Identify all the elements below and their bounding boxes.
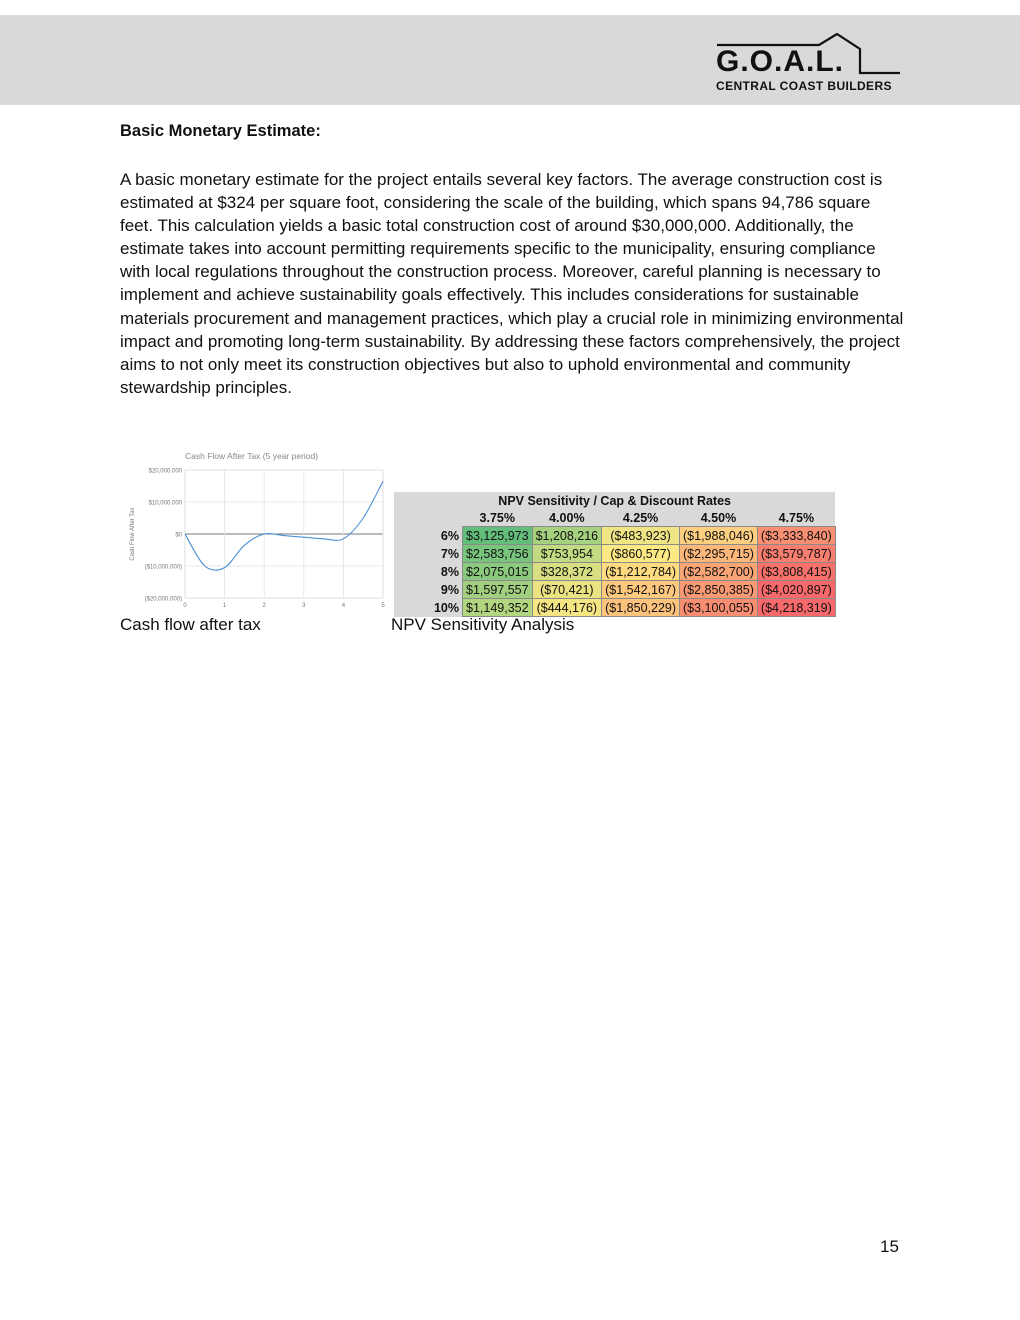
npv-cell: ($3,333,840) (757, 527, 835, 545)
column-header: 4.25% (602, 509, 680, 527)
table-row (394, 599, 835, 617)
chart-title: Cash Flow After Tax (5 year period) (185, 451, 319, 461)
x-tick-label: 3 (302, 603, 306, 608)
npv-cell: ($4,218,319) (757, 599, 835, 617)
y-axis-label: Cash Flow After Tax (130, 507, 136, 561)
npv-cell: $1,208,216 (532, 527, 602, 545)
npv-cell: ($1,542,167) (602, 581, 680, 599)
npv-cell: $2,583,756 (463, 545, 533, 563)
logo-subtitle: CENTRAL COAST BUILDERS (716, 79, 892, 93)
npv-cell: ($1,212,784) (602, 563, 680, 581)
npv-cell: $753,954 (532, 545, 602, 563)
table-header-row (394, 509, 835, 527)
column-header: 3.75% (463, 509, 533, 527)
table-caption: NPV Sensitivity Analysis (391, 615, 575, 634)
section-heading: Basic Monetary Estimate: (120, 122, 321, 140)
logo-name: G.O.A.L. (716, 45, 844, 78)
x-tick-label: 4 (341, 603, 346, 608)
table-title: NPV Sensitivity / Cap & Discount Rates (394, 492, 835, 509)
npv-cell: ($860,577) (602, 545, 680, 563)
page-number: 15 (880, 1237, 899, 1256)
row-header: 10% (394, 599, 463, 617)
x-tick-label: 2 (262, 603, 266, 608)
column-header: 4.75% (757, 509, 835, 527)
series-line (185, 481, 383, 570)
npv-cell: ($3,808,415) (757, 563, 835, 581)
npv-cell: ($1,988,046) (680, 527, 758, 545)
y-tick-label: ($10,000,000) (144, 564, 182, 571)
npv-cell: $3,125,973 (463, 527, 533, 545)
npv-cell: ($4,020,897) (757, 581, 835, 599)
npv-cell: $328,372 (532, 563, 602, 581)
row-header: 8% (394, 563, 463, 581)
y-tick-label: $20,000,000 (148, 468, 182, 475)
table-row (394, 563, 835, 581)
npv-cell: ($2,582,700) (680, 563, 758, 581)
y-tick-label: ($20,000,000) (144, 596, 182, 603)
chart-caption: Cash flow after tax (120, 615, 261, 634)
npv-cell: ($2,295,715) (680, 545, 758, 563)
x-tick-label: 1 (222, 603, 227, 608)
npv-cell: $1,149,352 (463, 599, 533, 617)
npv-cell: ($3,579,787) (757, 545, 835, 563)
npv-sensitivity-table (394, 492, 836, 617)
npv-cell: ($483,923) (602, 527, 680, 545)
row-header: 6% (394, 527, 463, 545)
table-row (394, 527, 835, 545)
y-tick-label: $10,000,000 (148, 500, 182, 507)
x-tick-label: 5 (381, 603, 385, 608)
npv-cell: $1,597,557 (463, 581, 533, 599)
cash-flow-chart (125, 448, 390, 608)
npv-cell: ($3,100,055) (680, 599, 758, 617)
table-row (394, 581, 835, 599)
x-tick-label: 0 (183, 603, 187, 608)
table-title-row (394, 492, 835, 509)
header-corner (394, 509, 463, 527)
row-header: 9% (394, 581, 463, 599)
npv-cell: ($444,176) (532, 599, 602, 617)
npv-cell: $2,075,015 (463, 563, 533, 581)
npv-cell: ($1,850,229) (602, 599, 680, 617)
npv-cell: ($70,421) (532, 581, 602, 599)
table-row (394, 545, 835, 563)
npv-cell: ($2,850,385) (680, 581, 758, 599)
y-tick-label: $0 (175, 532, 182, 539)
estimate-paragraph: A basic monetary estimate for the project entails several key factors. The average construction cost is estimated at $324 per square foot, considering the scale of the building, which spans 94,786 square feet. This calculation yields a basic total construction cost of around $30,000,000. Additionally, the estimate takes into account permitting requirements specific to the municipality, ensuring compliance with local regulations throughout the construction process. Moreover, careful planning is necessary to implement and achieve sustainability goals effectively. This includes considerations for sustainable materials procurement and management practices, which play a crucial role in minimizing environmental impact and promoting long-term sustainability. By addressing these factors comprehensively, the project aims to not only meet its construction objectives but also to uphold environmental and community stewardship principles. (120, 170, 904, 397)
column-header: 4.50% (680, 509, 758, 527)
row-header: 7% (394, 545, 463, 563)
column-header: 4.00% (532, 509, 602, 527)
company-logo (715, 33, 905, 95)
